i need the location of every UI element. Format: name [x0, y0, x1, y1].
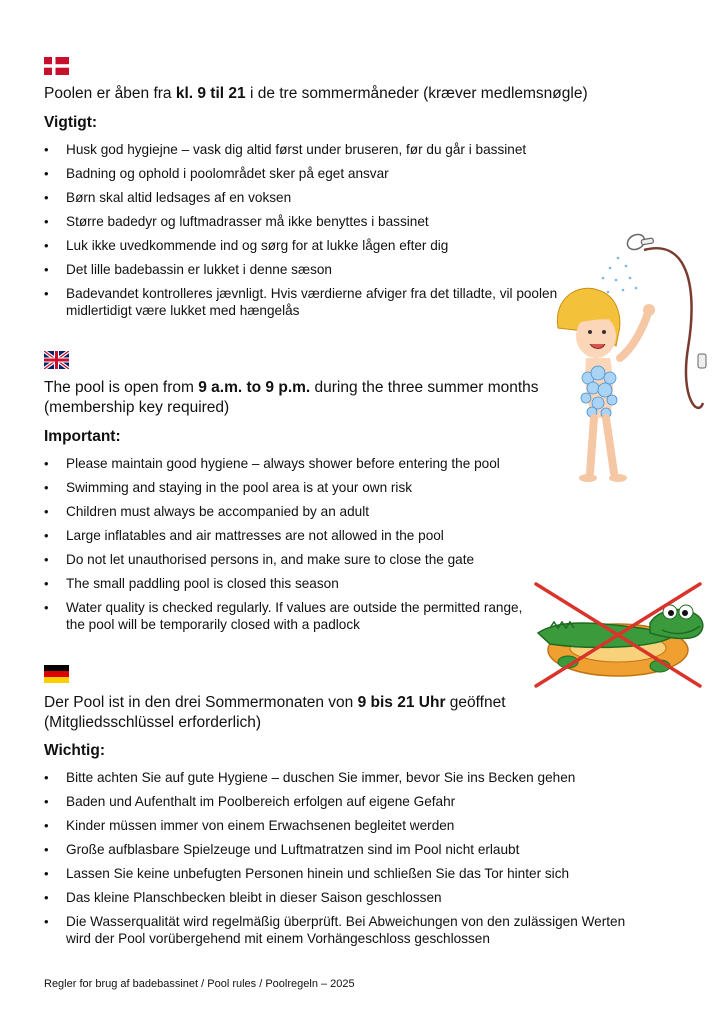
list-item: • Luk ikke uvedkommende ind og sørg for at lukke lågen efter dig [44, 238, 564, 255]
list-item: • Large inflatables and air mattresses are not allowed in the pool [44, 528, 524, 545]
list-item: • Water quality is checked regularly. If values are outside the permitted range, the pool will be temporarily closed with a padlock [44, 600, 524, 633]
list-item: • Swimming and staying in the pool area is at your own risk [44, 480, 524, 497]
list-item: • The small paddling pool is closed this season [44, 576, 524, 593]
uk-flag-icon [44, 351, 69, 369]
list-item: • Det lille badebassin er lukket i denne sæson [44, 262, 564, 279]
heading-de: Wichtig: [44, 742, 105, 759]
heading-da: Vigtigt: [44, 114, 98, 131]
list-item: • Større badedyr og luftmadrasser må ikke benyttes i bassinet [44, 214, 564, 231]
list-item: • Große aufblasbare Spielzeuge und Luftmatratzen sind im Pool nicht erlaubt [44, 842, 644, 859]
list-item: • Kinder müssen immer von einem Erwachsenen begleitet werden [44, 818, 644, 835]
crossed-out-inflatable-crocodile-illustration [530, 578, 710, 693]
list-item: • Die Wasserqualität wird regelmäßig überprüft. Bei Abweichungen von den zulässigen Werten wird der Pool vorübergehend mit einem Vorhängeschloss geschlossen [44, 914, 644, 947]
intro-da: Poolen er åben fra kl. 9 til 21 i de tre sommermåneder (kræver medlemsnøgle) [44, 85, 588, 102]
footer-caption: Regler for brug af badebassinet / Pool rules / Poolregeln – 2025 [44, 978, 355, 990]
list-item: • Badevandet kontrolleres jævnligt. Hvis værdierne afviger fra det tilladte, vil poolen midlertidigt være lukket med hængelås [44, 286, 564, 319]
rules-list-de [44, 770, 644, 955]
germany-flag-icon [44, 665, 69, 683]
list-item: • Das kleine Planschbecken bleibt in dieser Saison geschlossen [44, 890, 644, 907]
list-item: • Please maintain good hygiene – always shower before entering the pool [44, 456, 524, 473]
list-item: • Baden und Aufenthalt im Poolbereich erfolgen auf eigene Gefahr [44, 794, 644, 811]
intro-en: The pool is open from 9 a.m. to 9 p.m. during the three summer months (membership key required) [44, 379, 539, 416]
list-item: • Children must always be accompanied by an adult [44, 504, 524, 521]
girl-showering-illustration [548, 228, 718, 493]
list-item: • Badning og ophold i poolområdet sker på eget ansvar [44, 166, 564, 183]
list-item: • Lassen Sie keine unbefugten Personen hinein und schließen Sie das Tor hinter sich [44, 866, 644, 883]
denmark-flag-icon [44, 57, 69, 75]
list-item: • Do not let unauthorised persons in, and make sure to close the gate [44, 552, 524, 569]
list-item: • Børn skal altid ledsages af en voksen [44, 190, 564, 207]
list-item: • Husk god hygiejne – vask dig altid først under bruseren, før du går i bassinet [44, 142, 564, 159]
heading-en: Important: [44, 428, 121, 445]
list-item: • Bitte achten Sie auf gute Hygiene – duschen Sie immer, bevor Sie ins Becken gehen [44, 770, 644, 787]
intro-de: Der Pool ist in den drei Sommermonaten von 9 bis 21 Uhr geöffnet (Mitgliedsschlüssel erforderlich) [44, 694, 506, 731]
rules-list-en [44, 456, 524, 641]
rules-list-da [44, 142, 564, 327]
